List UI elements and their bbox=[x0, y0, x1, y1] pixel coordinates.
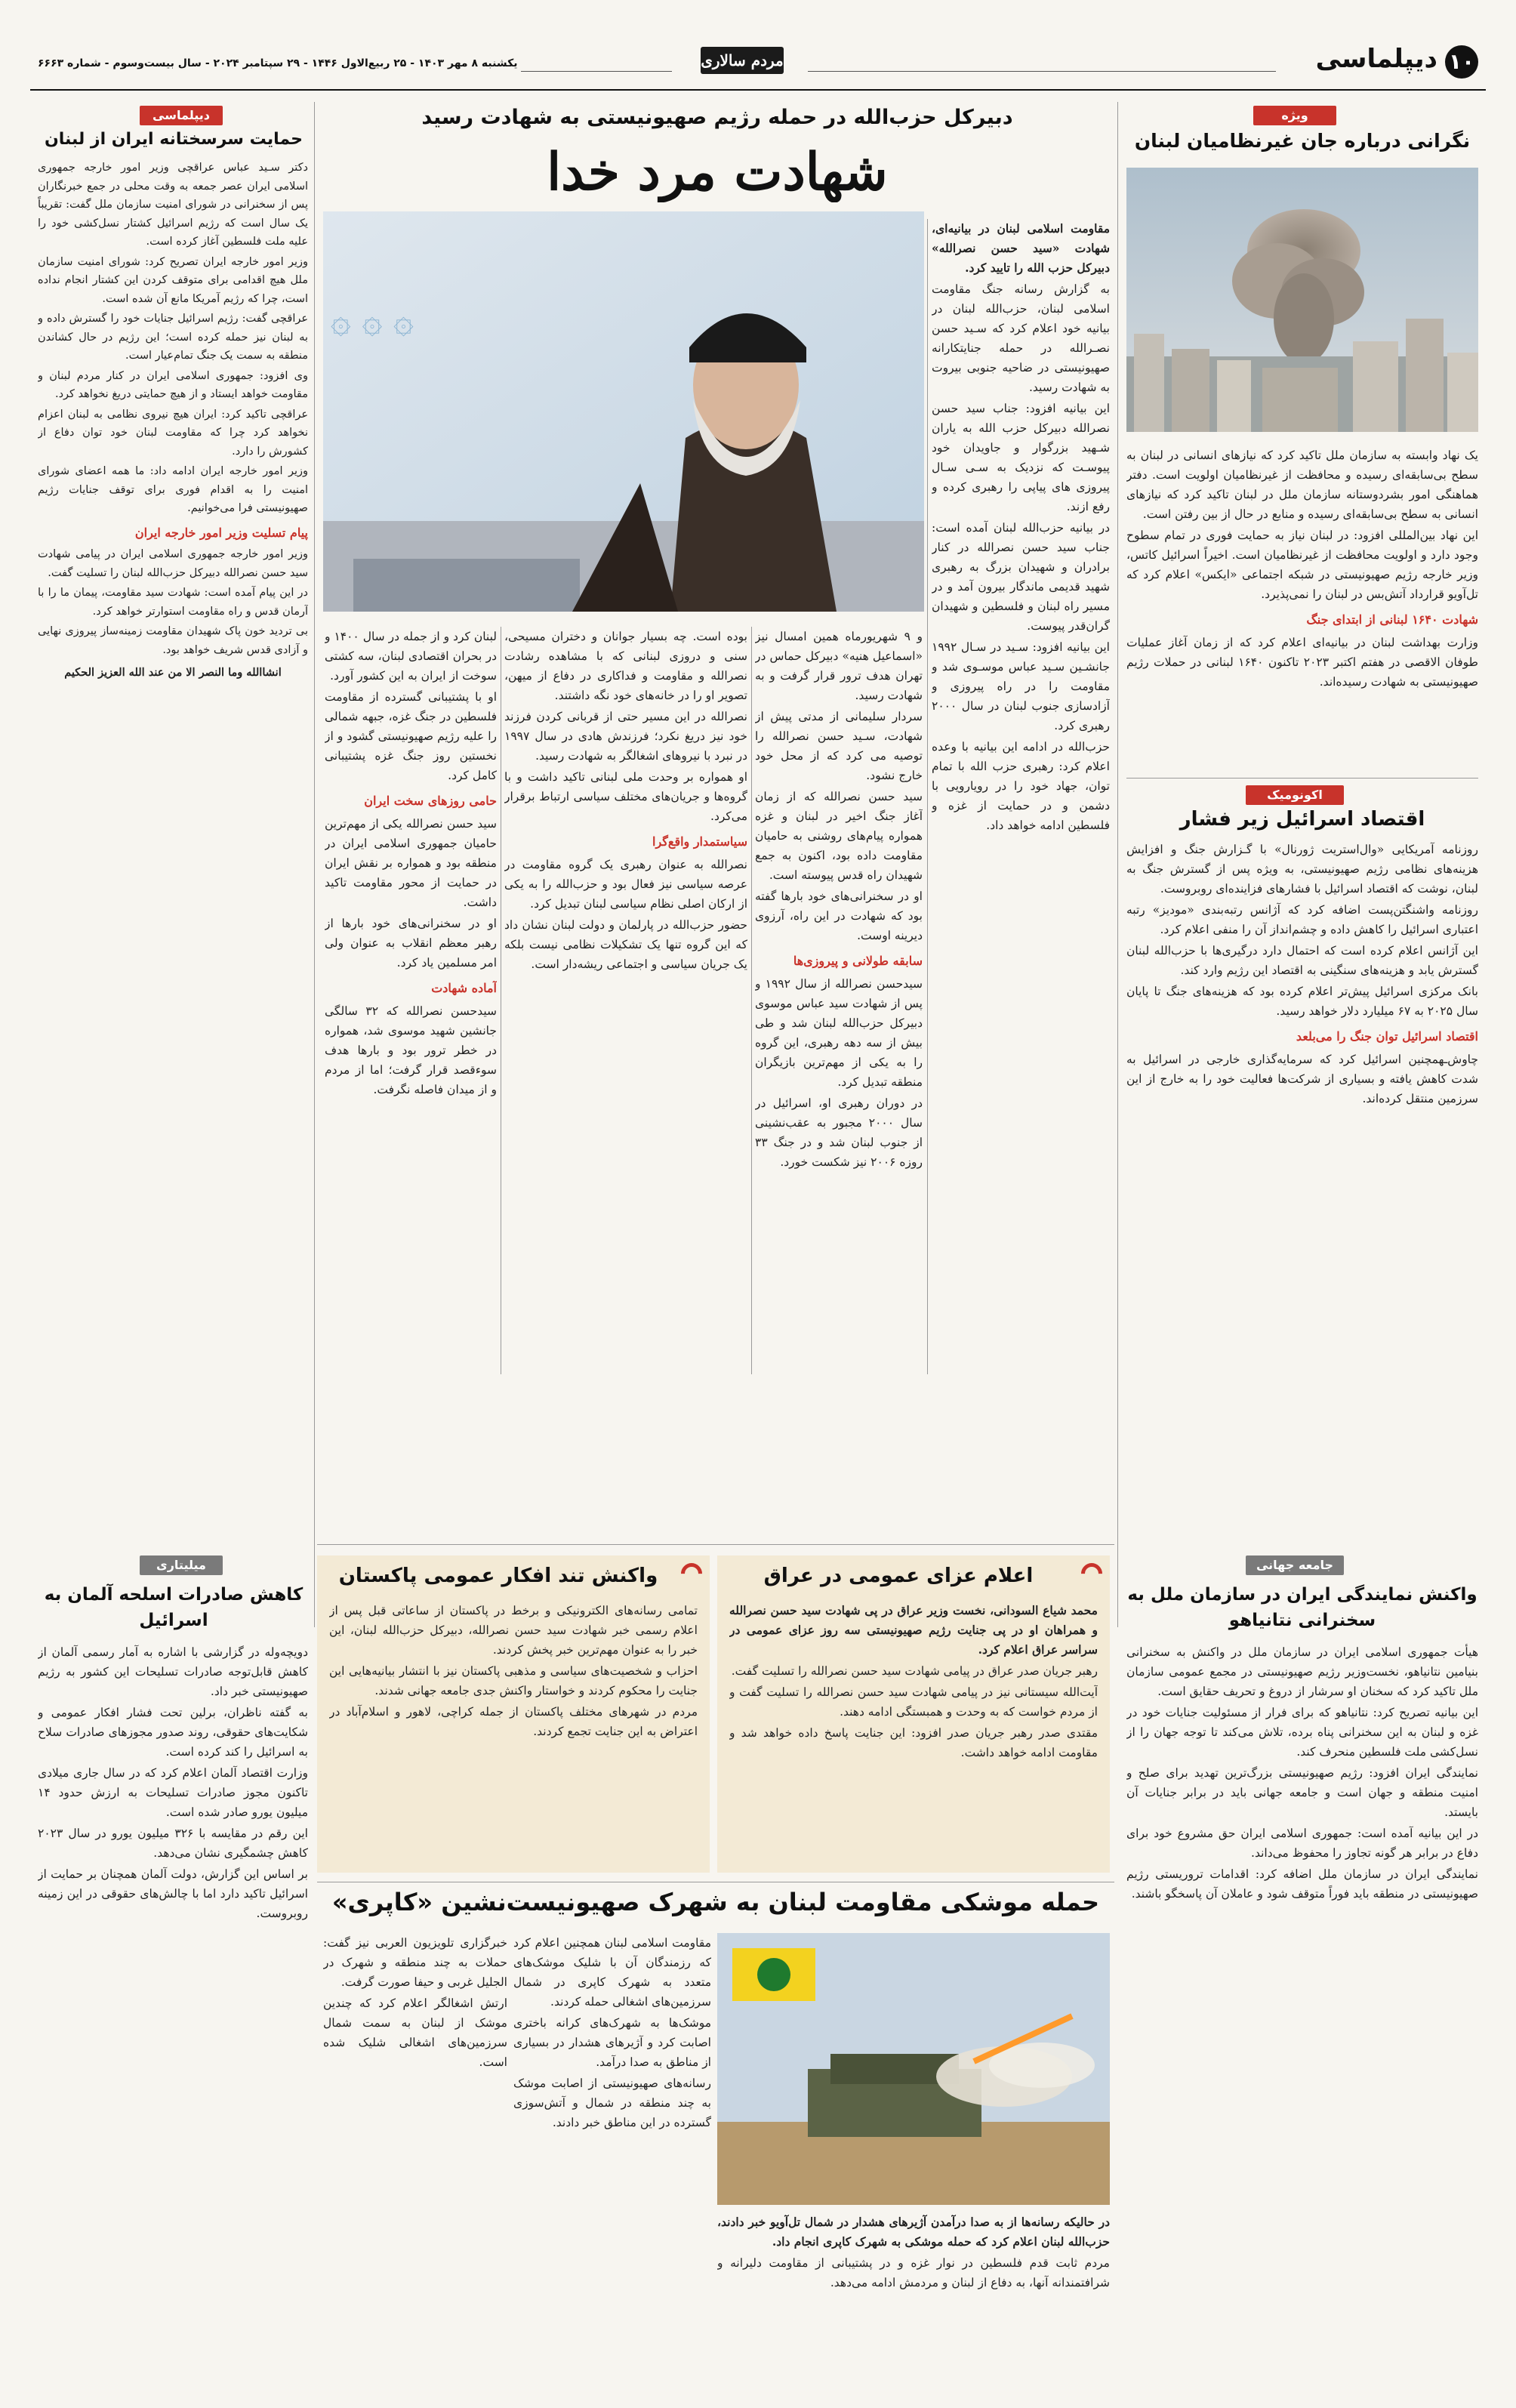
subheading: آماده شهادت bbox=[431, 981, 497, 995]
paragraph: در این پیام آمده است: شهادت سید مقاومت، پیمان ما را با آرمان قدس و راه مقاومت استوارتر خواهد کرد. bbox=[38, 587, 308, 618]
paragraph: روزنامه واشنگتن‌پست اضافه کرد که آژانس رتبه‌بندی «مودیز» رتبه اعتباری اسرائیل را کاهش داده و چشم‌انداز آن را منفی اعلام کرد. bbox=[1126, 903, 1478, 936]
paragraph: موشک‌ها به شهرک‌های کرانه باختری اصابت کرد و آژیرهای هشدار در بسیاری از مناطق به صدا درآمد. bbox=[513, 2016, 711, 2069]
article-body bbox=[729, 1601, 1098, 1865]
article-body bbox=[325, 627, 497, 1374]
article-title: حمله موشکی مقاومت لبنان به شهرک صهیونیست‌نشین «کاپری» bbox=[331, 1888, 1100, 1916]
paragraph: بی تردید خون پاک شهیدان مقاومت زمینه‌ساز پیروزی نهایی و آزادی قدس شریف خواهد بود. bbox=[38, 625, 308, 656]
paragraph: وزارت بهداشت لبنان در بیانیه‌ای اعلام کرد که از زمان آغاز عملیات طوفان الاقصی در هفتم اکتبر ۲۰۲۳ تاکنون ۱۶۴۰ لبنانی در حملات رژیم صهیونیستی به شهادت رسیده‌اند. bbox=[1126, 636, 1478, 689]
article-body bbox=[323, 1933, 507, 2394]
paragraph: مقتدی صدر رهبر جریان صدر افزود: این جنایت پاسخ داده خواهد شد و مقاومت ادامه خواهد داشت. bbox=[729, 1726, 1098, 1759]
paragraph: هیأت جمهوری اسلامی ایران در سازمان ملل در واکنش به سخنرانی بنیامین نتانیاهو، نخست‌وزیر رژیم صهیونیستی در مجمع عمومی سازمان ملل تاکید کرد که سخنان او سرشار از دروغ و تحریف حقایق است. bbox=[1126, 1645, 1478, 1698]
paragraph: وزیر امور خارجه ایران ادامه داد: ما همه اعضای شورای امنیت را به اقدام فوری برای توقف جنایات رژیم صهیونیستی فرا می‌خوانیم. bbox=[38, 465, 308, 514]
paragraph: تمامی رسانه‌های الکترونیکی و برخط در پاکستان از ساعاتی قبل پس از اعلام رسمی خبر شهادت سید حسن نصرالله، دبیرکل حزب‌الله لبنان، این خبر را به عنوان مهم‌ترین خبر پخش کردند. bbox=[329, 1604, 698, 1657]
paragraph: وی افزود: جمهوری اسلامی ایران در کنار مردم لبنان و مقاومت خواهد ایستاد و از هیچ حمایتی دریغ نخواهد کرد. bbox=[38, 369, 308, 400]
closing-line: انشاالله وما النصر الا من عند الله العزیز الحکیم bbox=[64, 666, 282, 679]
section-tag: دیپلماسی bbox=[140, 106, 223, 125]
article-title: حمایت سرسختانه ایران از لبنان bbox=[45, 130, 303, 149]
section-tag: اکونومیک bbox=[1246, 785, 1344, 805]
subheading: حامی روزهای سخت ایران bbox=[364, 794, 497, 808]
section-divider bbox=[317, 1544, 1114, 1545]
column-divider bbox=[1117, 102, 1118, 1627]
column-divider bbox=[751, 627, 752, 1374]
subheading: پیام تسلیت وزیر امور خارجه ایران bbox=[134, 525, 308, 540]
paragraph: مردم در شهرهای مختلف پاکستان از جمله کراچی، لاهور و اسلام‌آباد در اعتراض به این جنایت تجمع کردند. bbox=[329, 1705, 698, 1738]
paragraph: وزیر امور خارجه ایران تصریح کرد: شورای امنیت سازمان ملل هیچ اقدامی برای متوقف کردن این کشتار انجام نداده است، چرا که رژیم آمریکا مانع آن شده است. bbox=[38, 255, 308, 305]
portrait-image bbox=[323, 211, 924, 612]
paragraph: این بیانیه تصریح کرد: نتانیاهو که برای فرار از مسئولیت جنایات خود در غزه و لبنان به این سخنرانی پناه برده، تلاش می‌کند تا توجه جهان را از نسل‌کشی ملت فلسطین منحرف کند. bbox=[1126, 1706, 1478, 1759]
paragraph: سید حسن نصرالله که از زمان آغاز جنگ اخیر در لبنان و غزه همواره پیام‌های روشنی به حامیان مقاومت داده بود، اکنون به جمع شهیدان راه قدس پیوسته است. bbox=[755, 790, 923, 882]
article-title: واکنش تند افکار عمومی پاکستان bbox=[338, 1565, 658, 1587]
header-bottom-border bbox=[30, 89, 1486, 91]
nasrallah-photo bbox=[323, 211, 924, 612]
section-tag: جامعه جهانی bbox=[1246, 1555, 1344, 1575]
paragraph: وزارت اقتصاد آلمان اعلام کرد که در سال جاری میلادی تاکنون مجوز صادرات تسلیحات به ارزش حدود ۱۴ میلیون یورو صادر شده است. bbox=[38, 1766, 308, 1819]
page-number: ۱۰ bbox=[1448, 49, 1475, 74]
paragraph: آیت‌الله سیستانی نیز در پیامی شهادت سید حسن نصرالله را تسلیت گفت و از مردم خواست که به وحدت و همبستگی ادامه دهند. bbox=[729, 1685, 1098, 1719]
article-title: نگرانی درباره جان غیرنظامیان لبنان bbox=[1134, 130, 1471, 152]
smoke-photo bbox=[1126, 168, 1478, 432]
article-title: اعلام عزای عمومی در عراق bbox=[763, 1565, 1034, 1587]
photo-caption: در حالیکه رسانه‌ها از به صدا درآمدن آژیرهای هشدار در شمال تل‌آویو خبر دادند، حزب‌الله لبنان اعلام کرد که حمله موشکی به شهرک کاپری انجام داد. bbox=[717, 2215, 1110, 2249]
paragraph: خبرگزاری تلویزیون العربی نیز گفت: حملات به چند منطقه و شهرک در الجلیل غربی و حیفا صورت گرفت. bbox=[323, 1936, 507, 1989]
main-kicker: دبیرکل حزب‌الله در حمله رژیم صهیونیستی به شهادت رسید bbox=[421, 106, 1013, 129]
paragraph: حزب‌الله در ادامه این بیانیه با وعده اعلام کرد: رهبری حزب الله با تمام توان، جهاد خود را در رویارویی با دشمن و در حمایت از غزه و فلسطین ادامه خواهد داد. bbox=[932, 740, 1110, 832]
paragraph: مقاومت اسلامی لبنان همچنین اعلام کرد که رزمندگان آن با شلیک موشک‌های متعدد به شهرک کاپری در شمال سرزمین‌های اشغالی حمله کردند. bbox=[513, 1936, 711, 2009]
paragraph: بانک مرکزی اسرائیل پیش‌تر اعلام کرده بود که هزینه‌های جنگ تا پایان سال ۲۰۲۵ به ۶۷ میلیارد دلار خواهد رسید. bbox=[1126, 985, 1478, 1018]
red-corner-icon bbox=[1077, 1559, 1107, 1589]
paragraph: لبنان کرد و از جمله در سال ۱۴۰۰ و در بحران اقتصادی لبنان، سه کشتی سوخت از ایران به این کشور آورد. bbox=[325, 630, 497, 683]
article-body bbox=[38, 159, 308, 1639]
section-tag: ویژه bbox=[1253, 106, 1336, 125]
subheading: اقتصاد اسرائیل توان جنگ را می‌بلعد bbox=[1296, 1029, 1478, 1044]
logo: مردم سالاری bbox=[701, 47, 784, 74]
paragraph: او در سخنرانی‌های خود بارها از رهبر معظم انقلاب به عنوان ولی امر مسلمین یاد کرد. bbox=[325, 917, 497, 970]
paragraph: در بیانیه حزب‌الله لبنان آمده است: جناب سید حسن نصرالله در کنار برادران و شهیدان بزرگ به رهبری شهید قدیمی ماندگار بیرون آمد و در مسیر راه لبنان و فلسطین و شهیدان گران‌قدر پیوست. bbox=[932, 521, 1110, 633]
paragraph: به گفته ناظران، برلین تحت فشار افکار عمومی و شکایت‌های حقوقی، روند صدور مجوزهای صادرات سلاح به اسرائیل را کند کرده است. bbox=[38, 1706, 308, 1759]
pakistan-box bbox=[317, 1555, 710, 1873]
paragraph: این بیانیه افزود: جناب سید حسن نصرالله دبیرکل حزب الله به یاران شـهید بزرگوار و جاویدان خود پیوسـت که نزدیک به سـی سـال پیروزی های پیاپی را رهبری کرده و رفع ازند. bbox=[932, 402, 1110, 513]
paragraph: نمایندگی ایران در سازمان ملل اضافه کرد: اقدامات تروریستی رژیم صهیونیستی در منطقه باید فوراً متوقف شود و عاملان آن پاسخگو باشند. bbox=[1126, 1867, 1478, 1901]
lead-paragraph: محمد شیاع السودانی، نخست وزیر عراق در پی شهادت سید حسن نصرالله و همراهان او در پی جنایت رژیم صهیونیستی سه روز عزای عمومی در سراسر عراق اعلام کرد. bbox=[729, 1603, 1098, 1657]
paragraph: سید حسن نصرالله یکی از مهم‌ترین حامیان جمهوری اسلامی ایران در منطقه بود و همواره بر نقش ایران در حمایت از محور مقاومت تاکید داشت. bbox=[325, 817, 497, 909]
paragraph: چاوش‌ـهمچنین اسرائیل کرد که سرمایه‌گذاری خارجی در اسرائیل به شدت کاهش یافته و بسیاری از شرکت‌ها فعالیت خود را به خارج از این سرزمین منتقل کرده‌اند. bbox=[1126, 1053, 1478, 1105]
column-divider bbox=[927, 219, 928, 1374]
section-divider bbox=[1126, 778, 1478, 779]
header bbox=[0, 0, 1516, 91]
paragraph: و ۹ شهریورماه همین امسال نیز «اسماعیل هنیه» دبیرکل حماس در تهران هدف ترور قرار گرفت و به شهادت رسید. bbox=[755, 630, 923, 702]
lead-paragraph: مقاومت اسلامی لبنان در بیانیه‌ای، شهادت «سید حسن نصرالله» دبیرکل حزب الله را تایید کرد. bbox=[932, 221, 1110, 275]
page-number-badge bbox=[1445, 45, 1478, 79]
paragraph: رسانه‌های صهیونیستی از اصابت موشک به چند منطقه در شمال و آتش‌سوزی گسترده در این مناطق خبر دادند. bbox=[513, 2077, 711, 2129]
paragraph: عراقچی تاکید کرد: ایران هیچ نیروی نظامی به لبنان اعزام نخواهد کرد چرا که مقاومت لبنان خود توان دفاع از کشورش را دارد. bbox=[38, 408, 308, 458]
section-title: دیپلماسی bbox=[1315, 44, 1437, 74]
article-title: اقتصاد اسرائیل زیر فشار bbox=[1179, 808, 1425, 831]
paragraph: روزنامه آمریکایی «وال‌استریت ژورنال» با گـزارش جنگ و افزایش هزینه‌های نظامی رژیم صهیونیستی، به ویژه پس از گسترش جنگ به لبنان، نوشت که اقتصاد اسرائیل با فشارهای فزاینده‌ای روبروست. bbox=[1126, 843, 1478, 896]
missile-launch-photo bbox=[717, 1933, 1110, 2205]
red-corner-icon bbox=[676, 1559, 707, 1589]
smoke-over-city-image bbox=[1126, 168, 1478, 432]
article-body bbox=[1126, 1642, 1478, 2390]
rocket-launcher-image bbox=[717, 1933, 1110, 2205]
paragraph: در این بیانیه آمده است: جمهوری اسلامی ایران حق مشروع خود برای دفاع در برابر هر گونه تجاوز را محفوظ می‌داند. bbox=[1126, 1827, 1478, 1860]
paragraph: احزاب و شخصیت‌های سیاسی و مذهبی پاکستان نیز با انتشار بیانیه‌هایی این جنایت را محکوم کردند و خواستار واکنش جدی جامعه جهانی شدند. bbox=[329, 1664, 698, 1697]
paragraph: این بیانیه افزود: سـید در سـال ۱۹۹۲ جانشـین سـید عباس موسـوی شد و مقاومت را در راه پیروزی و آزادسازی جنوب لبنان در سال ۲۰۰۰ رهبری کرد. bbox=[932, 640, 1110, 732]
paragraph: سیدحسن نصرالله از سال ۱۹۹۲ و پس از شهادت سید عباس موسوی دبیرکل حزب‌الله لبنان شد و طی بیش از سه دهه رهبری، این گروه را به یکی از مهم‌ترین بازیگران منطقه تبدیل کرد. bbox=[755, 977, 923, 1089]
main-headline: شهادت مرد خدا bbox=[547, 142, 888, 202]
section-tag: میلیتاری bbox=[140, 1555, 223, 1575]
paragraph: یک نهاد وابسته به سازمان ملل تاکید کرد که نیازهای انسانی در لبنان به سطح بی‌سابقه‌ای رسیده و محافظت از غیرنظامیان اولویت است. دفتر هماهنگی امور بشردوستانه سازمان ملل در لبنان تاکید کرد که نیازهای انسانی به سطح بی‌سابقه‌ای رسیده و منابع در حال از بین رفتن است. bbox=[1126, 449, 1478, 521]
paragraph: در دوران رهبری او، اسرائیل در سال ۲۰۰۰ مجبور به عقب‌نشینی از جنوب لبنان شد و در جنگ ۳۳ روزه ۲۰۰۶ نیز شکست خورد. bbox=[755, 1096, 923, 1169]
column-divider bbox=[314, 102, 315, 1627]
article-title: کاهش صادرات اسلحه آلمان به اسرائیل bbox=[44, 1585, 304, 1630]
paragraph: بوده است. چه بسیار جوانان و دختران مسیحی، سنی و دروزی لبنانی که با مشاهده رشادت نصرالله و مقاومت و فداکاری در دفاع از میهن، تصویر او را در خانه‌های خود نگه داشتند. bbox=[504, 630, 747, 702]
paragraph: سردار سلیمانی از مدتی پیش از شهادت، سـید حسن نصرالله را توصیه می کرد که از محل خود خارج نشود. bbox=[755, 710, 923, 782]
paragraph: نمایندگی ایران افزود: رژیم صهیونیستی بزرگ‌ترین تهدید برای صلح و امنیت منطقه و جهان است و جامعه جهانی باید در برابر جنایات آن بایستد. bbox=[1126, 1766, 1478, 1819]
article-body bbox=[504, 627, 747, 1374]
article-body bbox=[1126, 446, 1478, 774]
paragraph: او با پشتیبانی گسترده از مقاومت فلسطین در جنگ غزه، جبهه شمالی را علیه رژیم صهیونیستی گشود و از نخستین روز جنگ غزه پشتیبانی کامل کرد. bbox=[325, 690, 497, 782]
paragraph: به گزارش رسانه جنگ مقاومت اسلامی لبنان، حزب‌الله لبنان در بیانیه خود اعلام کرد که سـید حسن نصـرالله در حمله جنایتکارانه صهیونیستی در ضاحیه جنوبی بیروت به شهادت رسید. bbox=[932, 282, 1110, 394]
paragraph: نصرالله به عنوان رهبری یک گروه مقاومت در عرصه سیاسی نیز فعال بود و حزب‌الله را به یکی از ارکان اصلی نظام سیاسی لبنان تبدیل کرد. bbox=[504, 858, 747, 911]
paragraph: این آژانس اعلام کرده است که احتمال دارد درگیری‌ها با حزب‌الله لبنان گسترش یابد و هزینه‌های سنگینی به اقتصاد این رژیم وارد کند. bbox=[1126, 944, 1478, 977]
paragraph: او همواره بر وحدت ملی لبنانی تاکید داشت و با گروه‌ها و جریان‌های مختلف سیاسی ارتباط برقرار می‌کرد. bbox=[504, 770, 747, 823]
article-body bbox=[717, 2212, 1110, 2394]
paragraph: بر اساس این گزارش، دولت آلمان همچنان بر حمایت از اسرائیل تاکید دارد اما با چالش‌های حقوقی در این زمینه روبروست. bbox=[38, 1867, 308, 1920]
article-body bbox=[932, 219, 1110, 1374]
article-body bbox=[1126, 840, 1478, 1549]
subheading: سیاستمدار واقع‌گرا bbox=[652, 834, 747, 849]
paragraph: نصرالله در این مسیر حتی از قربانی کردن فرزند خود نیز دریغ نکرد؛ فرزندش هادی در سال ۱۹۹۷ در نبرد با نیروهای اشغالگر به شهادت رسید. bbox=[504, 710, 747, 763]
article-body bbox=[329, 1601, 698, 1865]
paragraph: مردم ثابت قدم فلسطین در نوار غزه و در پشتیبانی از مقاومت دلیرانه و شرافتمندانه آنها، به دفاع از لبنان و مردمش ادامه می‌دهد. bbox=[717, 2256, 1110, 2289]
paragraph: رهبر جریان صدر عراق در پیامی شهادت سید حسن نصرالله را تسلیت گفت. bbox=[731, 1664, 1098, 1678]
paragraph: این نهاد بین‌المللی افزود: در لبنان نیاز به حمایت فوری در تمام سطوح وجود دارد و اولویت محافظت از غیرنظامیان است. اخیراً اسرائیل کاتس، وزیر خارجه رژیم صهیونیستی در شبکه اجتماعی «ایکس» اعلام کرد که تل‌آویو قرارداد آتش‌بس در لبنان را نمی‌پذیرد. bbox=[1126, 529, 1478, 601]
dateline: یکشنبه ۸ مهر ۱۴۰۳ - ۲۵ ربیع‌الاول ۱۴۴۶ - ۲۹ سپتامبر ۲۰۲۴ - سال بیست‌وسوم - شماره ۶۶۶۳ bbox=[38, 57, 518, 69]
subheading: شهادت ۱۶۴۰ لبنانی از ابتدای جنگ bbox=[1306, 612, 1478, 627]
article-body bbox=[755, 627, 923, 1374]
iraq-box bbox=[717, 1555, 1110, 1873]
article-body bbox=[513, 1933, 711, 2394]
article-body bbox=[38, 1642, 308, 2390]
paragraph: حضور حزب‌الله در پارلمان و دولت لبنان نشان داد که این گروه تنها یک تشکیلات نظامی نیست بلکه یک جریان سیاسی و اجتماعی ریشه‌دار است. bbox=[504, 918, 747, 971]
paragraph: عراقچی گفت: رژیم اسرائیل جنایات خود را گسترش داده و به لبنان نیز حمله کرده است؛ این رژیم در حال کشاندن منطقه به سمت یک جنگ تمام‌عیار است. bbox=[38, 313, 308, 362]
header-rule bbox=[521, 71, 672, 72]
paragraph: وزیر امور خارجه جمهوری اسلامی ایران در پیامی شهادت سید حسن نصرالله دبیرکل حزب‌الله لبنان را تسلیت گفت. bbox=[38, 548, 308, 579]
svg-text:۞ ۞ ۞: ۞ ۞ ۞ bbox=[330, 300, 414, 341]
paragraph: سیدحسن نصرالله که ۳۲ سالگی جانشین شهید موسوی شد، همواره در خطر ترور بود و بارها هدف سوءقصد قرار گرفت؛ اما از مردم و از میدان فاصله نگرفت. bbox=[325, 1004, 497, 1096]
paragraph: دویچه‌وله در گزارشی با اشاره به آمار رسمی آلمان از کاهش قابل‌توجه صادرات تسلیحات این کشور به رژیم صهیونیستی خبر داد. bbox=[38, 1645, 308, 1698]
paragraph: او در سخنرانی‌های خود بارها گفته بود که شهادت در این راه، آرزوی دیرینه اوست. bbox=[755, 890, 923, 942]
header-rule-right bbox=[808, 71, 1276, 72]
article-title: واکنش نمایندگی ایران در سازمان ملل به سخنرانی نتانیاهو bbox=[1127, 1585, 1477, 1630]
subheading: سابقه طولانی و پیروزی‌ها bbox=[793, 954, 923, 968]
paragraph: دکتر سـید عباس عراقچی وزیر امور خارجه جمهوری اسلامی ایران عصر جمعه به وقت محلی در جمع خبرنگاران پس از سخنرانی در شورای امنیت سازمان ملل گفت: تقریباً یک سال است که رژیم اسرائیل کشتار نسل‌کشی خود را علیه ملت فلسطین آغاز کرده است. bbox=[38, 162, 308, 248]
paragraph: ارتش اشغالگر اعلام کرد که چندین موشک از لبنان به سمت شمال سرزمین‌های اشغالی شلیک شده است. bbox=[323, 1996, 507, 2069]
paragraph: این رقم در مقایسه با ۳۲۶ میلیون یورو در سال ۲۰۲۳ کاهش چشمگیری نشان می‌دهد. bbox=[38, 1827, 308, 1860]
